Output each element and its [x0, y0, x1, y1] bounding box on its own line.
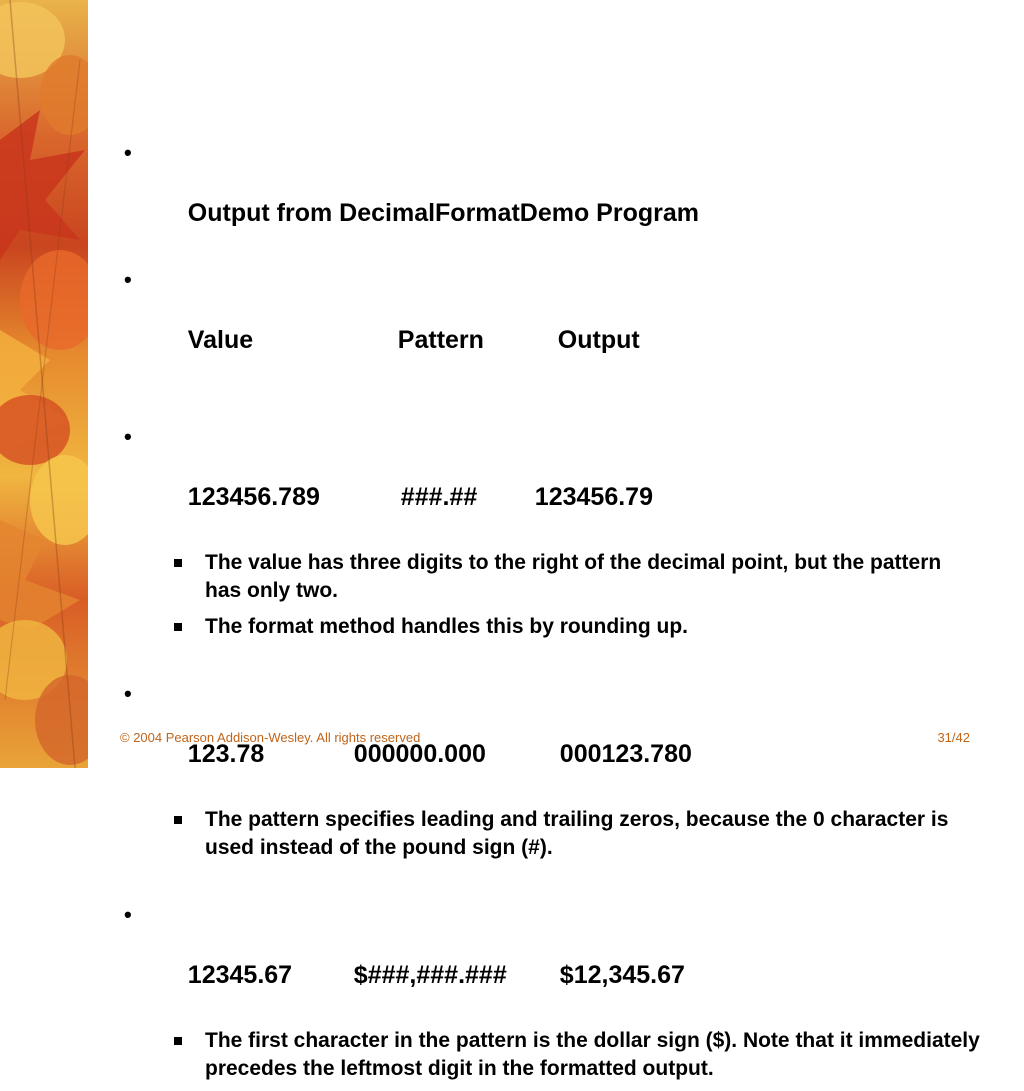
autumn-leaves-image [0, 0, 88, 768]
header-output: Output [557, 326, 640, 354]
row-2-value: 123.78 [187, 740, 265, 768]
row-1-value: 123456.789 [187, 483, 320, 511]
header-value: Value [187, 326, 254, 354]
row-1-note-1: The value has three digits to the right of the decimal point, but the pattern has only two. [120, 549, 980, 605]
row-2-pattern: 000000.000 [353, 740, 486, 768]
row-3-output: $12,345.67 [559, 961, 685, 989]
bullet-dot: • [124, 681, 132, 706]
bullet-dot: • [124, 424, 132, 449]
row-1 [120, 422, 980, 542]
header-pattern: Pattern [397, 326, 484, 354]
square-bullet [174, 559, 182, 567]
bullet-dot: • [124, 140, 132, 165]
bullet-dot: • [124, 267, 132, 292]
row-3-value: 12345.67 [187, 961, 293, 989]
row-2-output: 000123.780 [559, 740, 692, 768]
row-1-output: 123456.79 [534, 483, 653, 511]
row-3-pattern: $###,###.### [353, 961, 507, 989]
copyright-footer: © 2004 Pearson Addison-Wesley. All rights reserved [120, 730, 421, 745]
table-header-bullet [120, 265, 980, 385]
row-2-note-1: The pattern specifies leading and trailing zeros, because the 0 character is used instead of the pound sign (#). [120, 806, 980, 862]
heading-bullet [120, 138, 980, 258]
square-bullet [174, 816, 182, 824]
slide-heading: Output from DecimalFormatDemo Program [187, 199, 699, 227]
slide-body [120, 138, 980, 1091]
square-bullet [174, 623, 182, 631]
row-1-note-2: The format method handles this by rounding up. [120, 613, 980, 641]
square-bullet [174, 1037, 182, 1045]
row-1-pattern: ###.## [400, 483, 478, 511]
bullet-dot: • [124, 902, 132, 927]
row-3 [120, 900, 980, 1020]
page-number: 31/42 [937, 730, 970, 745]
row-3-note-1: The first character in the pattern is the dollar sign ($). Note that it immediately precedes the leftmost digit in the formatted output. [120, 1027, 980, 1083]
leaves-decoration [0, 0, 88, 768]
table-header [188, 326, 640, 354]
